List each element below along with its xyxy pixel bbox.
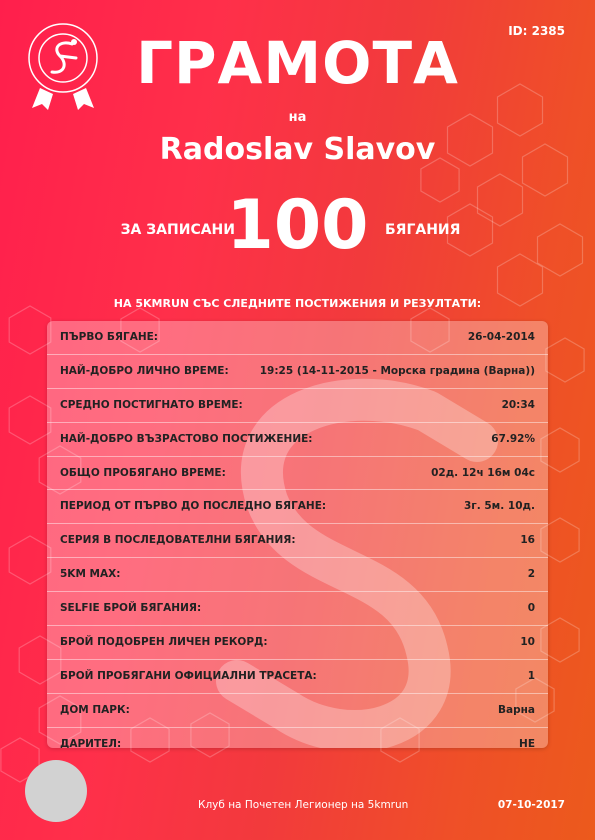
stat-row [47, 355, 548, 389]
stat-label: ПЪРВО БЯГАНЕ: [60, 331, 158, 343]
stat-label: СЕРИЯ В ПОСЛЕДОВАТЕЛНИ БЯГАНИЯ: [60, 534, 296, 547]
stat-label: СРЕДНО ПОСТИГНАТО ВРЕМЕ: [60, 398, 243, 411]
hexagon-shape [546, 338, 584, 382]
stat-row [47, 457, 548, 491]
certificate-id: ID: 2385 [508, 24, 565, 38]
stat-row [47, 490, 548, 524]
stat-row [47, 524, 548, 558]
stat-value: 10 [520, 636, 535, 649]
stat-row [47, 558, 548, 592]
stat-value: 19:25 (14-11-2015 - Морска градина (Варна)) [259, 364, 535, 377]
stat-row [47, 321, 548, 355]
runs-suffix-label: БЯГАНИЯ [385, 222, 461, 238]
hexagon-shape [9, 396, 51, 444]
certificate-title: ГРАМОТА [136, 29, 459, 97]
stat-label: НАЙ-ДОБРО ЛИЧНО ВРЕМЕ: [60, 364, 229, 377]
stat-label: ОБЩО ПРОБЯГАНО ВРЕМЕ: [60, 466, 226, 479]
on-label: на [288, 110, 307, 125]
hexagon-shape [9, 536, 51, 584]
stat-value: 02д. 12ч 16м 04с [431, 466, 535, 479]
stat-value: Варна [498, 703, 535, 716]
stat-row [47, 728, 548, 748]
stat-value: 1 [527, 669, 535, 682]
stat-value: НЕ [519, 737, 535, 748]
stat-row [47, 660, 548, 694]
stat-label: SELFIE БРОЙ БЯГАНИЯ: [60, 602, 202, 615]
stat-label: ДАРИТЕЛ: [60, 737, 122, 748]
stat-label: ПЕРИОД ОТ ПЪРВО ДО ПОСЛЕДНО БЯГАНЕ: [60, 500, 327, 513]
stat-value: 2 [527, 568, 535, 581]
stat-value: 67.92% [491, 432, 535, 445]
stat-value: 26-04-2014 [467, 331, 535, 343]
runs-prefix-label: ЗА ЗАПИСАНИ [120, 222, 235, 238]
runs-count-row [0, 182, 595, 272]
club-footer-text: Клуб на Почетен Легионер на 5kmrun [198, 799, 409, 811]
stat-row [47, 694, 548, 728]
achievements-subheading: НА 5KMRUN СЪС СЛЕДНИТЕ ПОСТИЖЕНИЯ И РЕЗУЛТАТИ: [113, 297, 482, 310]
issue-date: 07-10-2017 [497, 799, 565, 811]
stat-row [47, 423, 548, 457]
stat-row [47, 389, 548, 423]
recipient-name: Radoslav Slavov [159, 132, 436, 167]
stat-label: БРОЙ ПРОБЯГАНИ ОФИЦИАЛНИ ТРАСЕТА: [60, 669, 317, 682]
runs-count: 100 [226, 186, 369, 265]
stat-value: 16 [520, 534, 535, 547]
stat-label: НАЙ-ДОБРО ВЪЗРАСТОВО ПОСТИЖЕНИЕ: [60, 432, 313, 445]
hexagon-shape [9, 306, 51, 354]
stat-label: 5KM MAX: [60, 568, 121, 581]
stat-label: БРОЙ ПОДОБРЕН ЛИЧЕН РЕКОРД: [60, 636, 268, 649]
stats-panel [47, 321, 548, 748]
stats-list [47, 321, 548, 748]
stat-row [47, 626, 548, 660]
stat-row [47, 592, 548, 626]
avatar [25, 760, 87, 822]
stat-label: ДОМ ПАРК: [60, 703, 130, 716]
stat-value: 0 [527, 602, 535, 615]
stat-value: 20:34 [501, 398, 535, 411]
stat-value: 3г. 5м. 10д. [463, 500, 535, 513]
